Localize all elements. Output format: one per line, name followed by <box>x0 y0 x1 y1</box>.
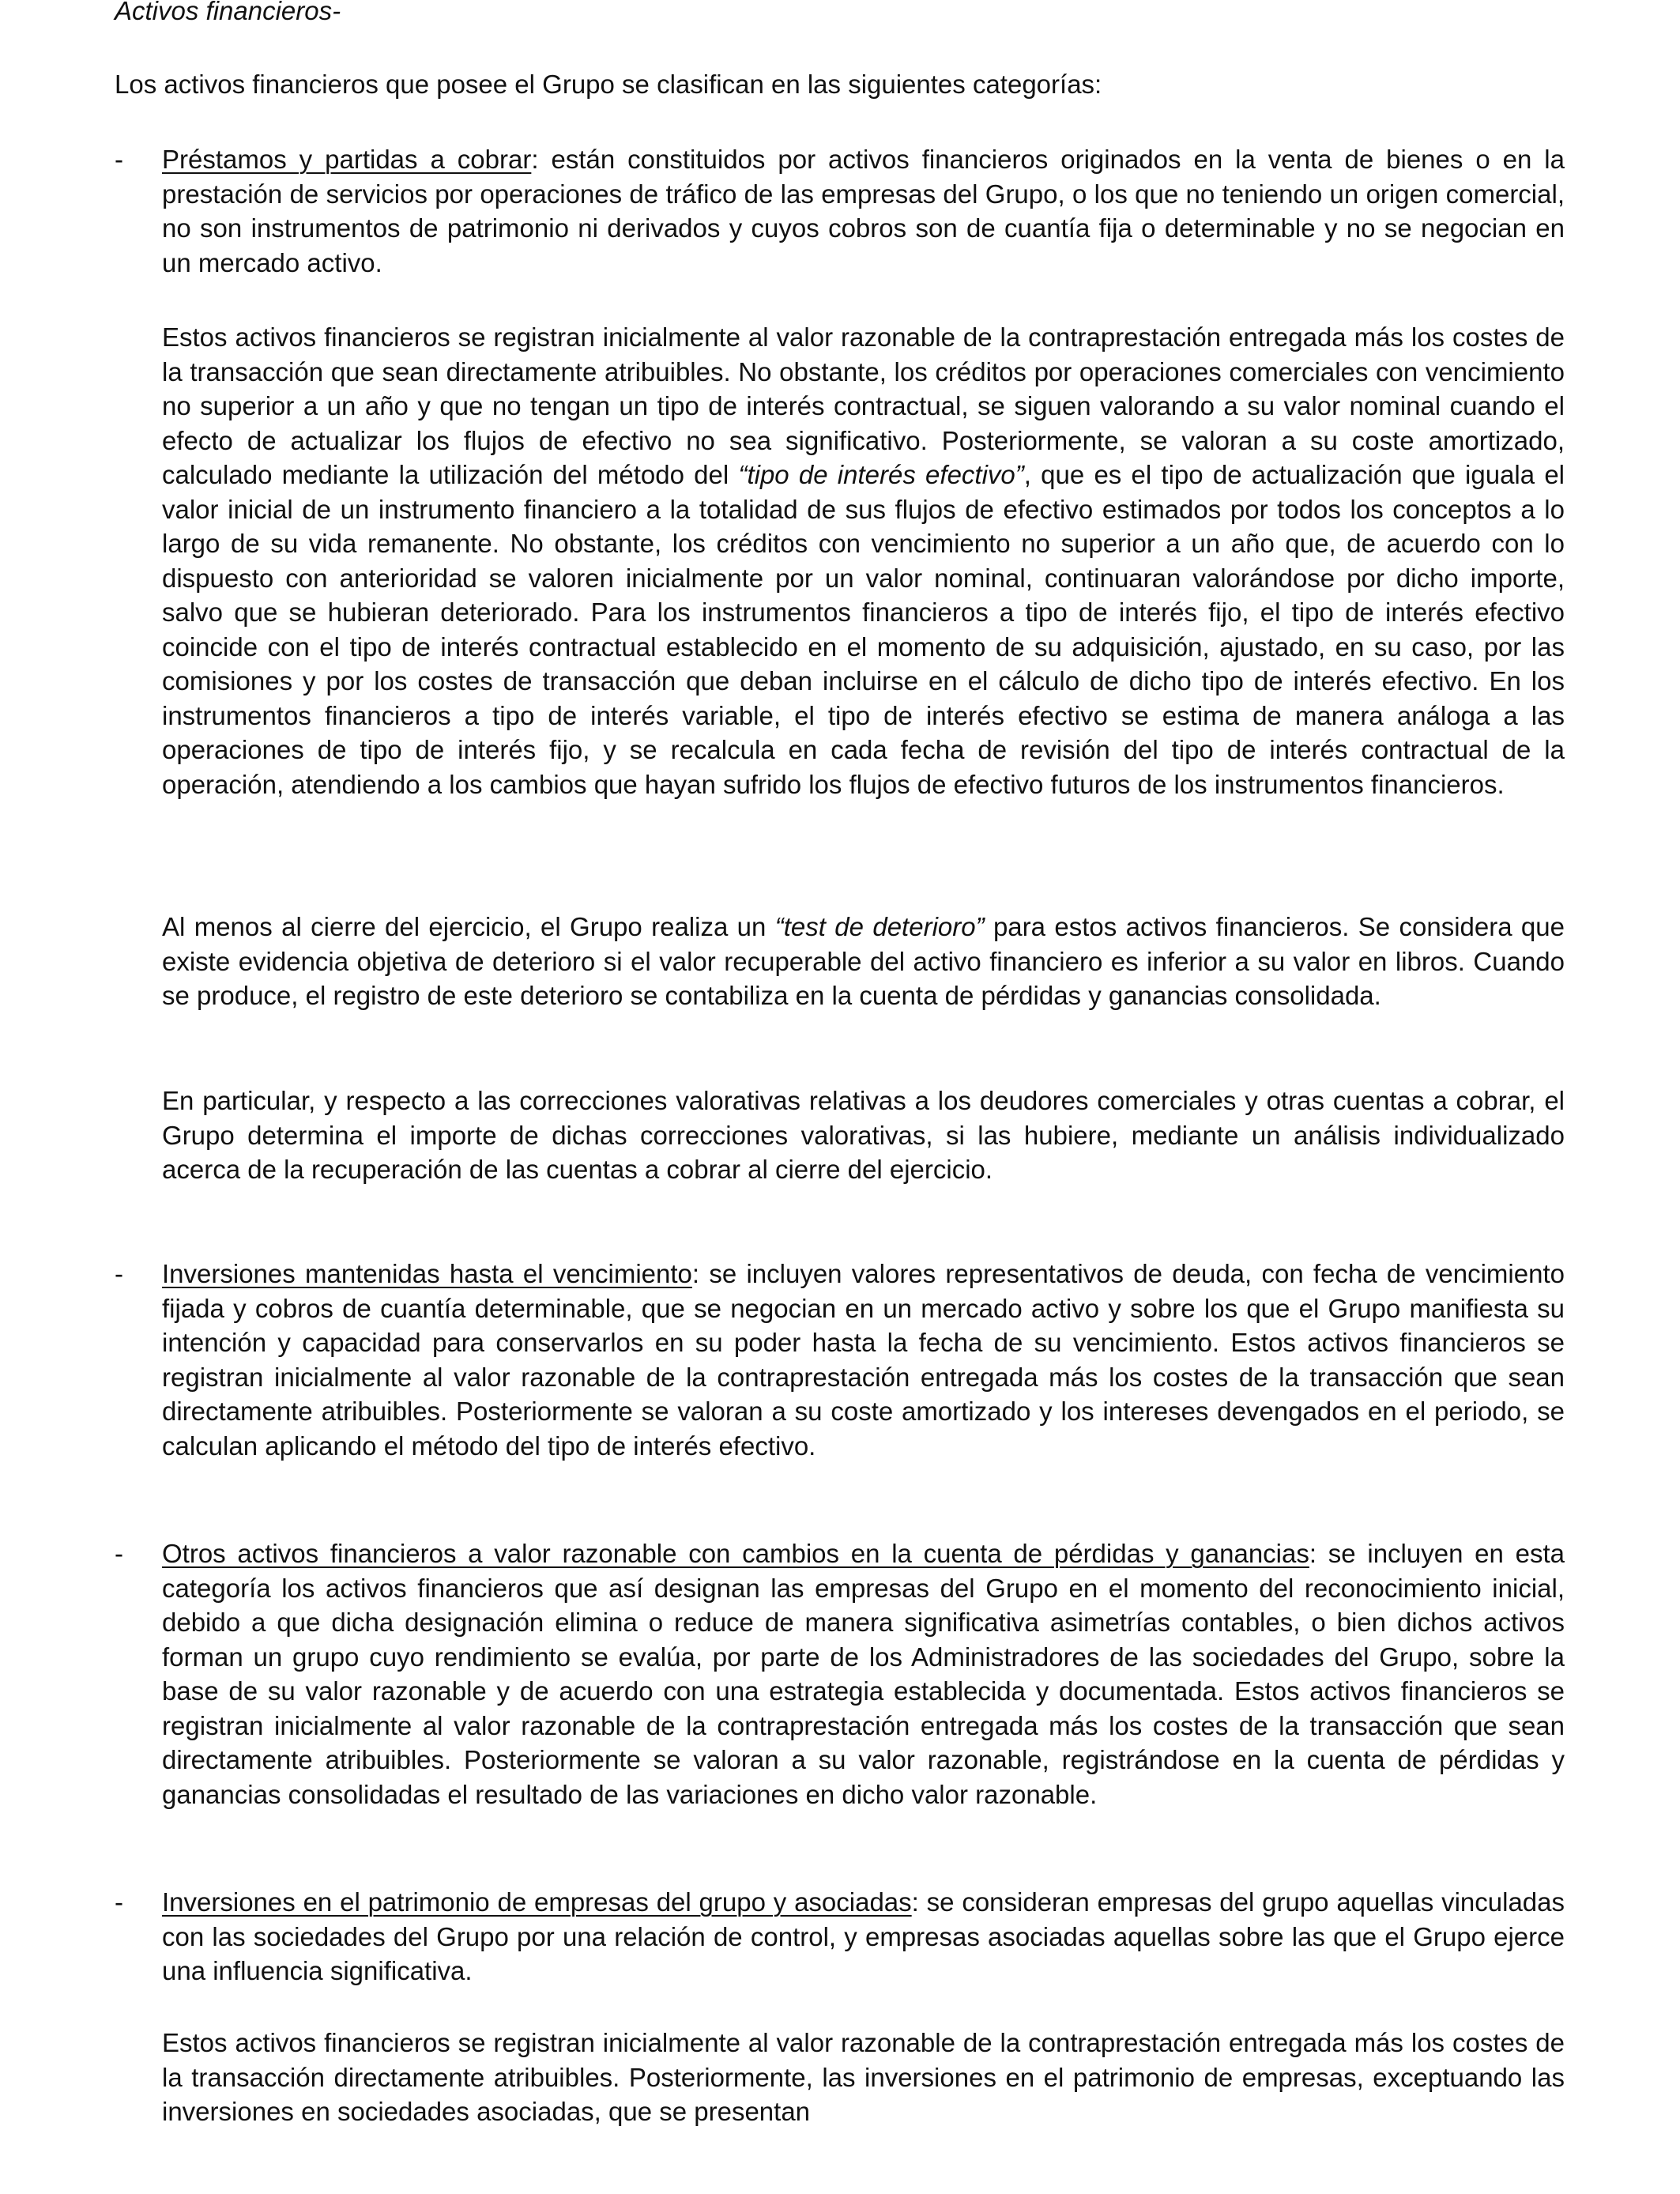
cat1-paragraph-3 <box>162 910 1565 1013</box>
bullet-dash: - <box>115 1259 123 1288</box>
section-title: Activos financieros- <box>115 0 341 25</box>
cat3-paragraph <box>162 1536 1565 1811</box>
cat4-lead: : se consideran empresas del grupo aquellas vinculadas con las sociedades del Grupo por una relación de control, y empresas asociadas aquellas sobre las que el Grupo ejerce una influencia significativa. <box>162 1887 1565 1985</box>
cat1-p2-emphasis: “tipo de interés efectivo” <box>738 460 1024 489</box>
bullet-dash: - <box>115 1887 123 1917</box>
cat2-heading: Inversiones mantenidas hasta el vencimiento <box>162 1259 692 1288</box>
cat1-lead: : están constituidos por activos financieros originados en la venta de bienes o en la prestación de servicios por operaciones de tráfico de las empresas del Grupo, o los que no teniendo un origen comercial, no son instrumentos de patrimonio ni derivados y cuyos cobros son de cuantía fija o determinable y no se negocian en un mercado activo. <box>162 145 1565 277</box>
cat1-heading: Préstamos y partidas a cobrar <box>162 145 532 174</box>
bullet-dash: - <box>115 145 123 174</box>
cat1-paragraph <box>162 142 1565 280</box>
intro-paragraph: Los activos financieros que posee el Grupo se clasifican en las siguientes categorías: <box>115 70 1102 99</box>
bullet-dash: - <box>115 1539 123 1568</box>
cat1-paragraph-2 <box>162 320 1565 801</box>
cat3-lead: : se incluyen en esta categoría los activos financieros que así designan las empresas del Grupo en el momento del reconocimiento inicial, debido a que dicha designación elimina o reduce de manera significativa asimetrías contables, o bien dichos activos forman un grupo cuyo rendimiento se evalúa, por parte de los Administradores de las sociedades del Grupo, sobre la base de su valor razonable y de acuerdo con una estrategia establecida y documentada. Estos activos financieros se registran inicialmente al valor razonable de la contraprestación entregada más los costes de la transacción que sean directamente atribuibles. Posteriormente se valoran a su valor razonable, registrándose en la cuenta de pérdidas y ganancias consolidadas el resultado de las variaciones en dicho valor razonable. <box>162 1539 1565 1809</box>
cat1-p3-text-b: para estos activos financieros. Se considera que existe evidencia objetiva de deterioro si el valor recuperable del activo financiero es inferior a su valor en libros. Cuando se produce, el registro de este deterioro se contabiliza en la cuenta de pérdidas y ganancias consolidada. <box>162 912 1565 1010</box>
cat2-paragraph <box>162 1257 1565 1463</box>
cat4-paragraph <box>162 1885 1565 1989</box>
cat4-paragraph-2: Estos activos financieros se registran inicialmente al valor razonable de la contraprestación entregada más los costes de la transacción directamente atribuibles. Posteriormente, las inversiones en el patrimonio de empresas, exceptuando las inversiones en sociedades asociadas, que se presentan <box>162 2028 1565 2126</box>
cat1-p3-text-a: Al menos al cierre del ejercicio, el Grupo realiza un <box>162 912 775 941</box>
cat2-lead: : se incluyen valores representativos de deuda, con fecha de vencimiento fijada y cobros de cuantía determinable, que se negocian en un mercado activo y sobre los que el Grupo manifiesta su intención y capacidad para conservarlos en su poder hasta la fecha de su vencimiento. Estos activos financieros se registran inicialmente al valor razonable de la contraprestación entregada más los costes de la transacción que sean directamente atribuibles. Posteriormente se valoran a su coste amortizado y los intereses devengados en el periodo, se calculan aplicando el método del tipo de interés efectivo. <box>162 1259 1565 1461</box>
cat1-p2-text-b: , que es el tipo de actualización que iguala el valor inicial de un instrumento financiero a la totalidad de sus flujos de efectivo estimados por todos los conceptos a lo largo de su vida remanente. No obstante, los créditos con vencimiento no superior a un año que, de acuerdo con lo dispuesto con anterioridad se valoren inicialmente por un valor nominal, continuaran valorándose por dicho importe, salvo que se hubieran deteriorado. Para los instrumentos financieros a tipo de interés fijo, el tipo de interés efectivo coincide con el tipo de interés contractual establecido en el momento de su adquisición, ajustado, en su caso, por las comisiones y por los costes de transacción que deban incluirse en el cálculo de dicho tipo de interés efectivo. En los instrumentos financieros a tipo de interés variable, el tipo de interés efectivo se estima de manera análoga a las operaciones de tipo de interés fijo, y se recalcula en cada fecha de revisión del tipo de interés contractual de la operación, atendiendo a los cambios que hayan sufrido los flujos de efectivo futuros de los instrumentos financieros. <box>162 460 1565 799</box>
cat3-heading: Otros activos financieros a valor razonable con cambios en la cuenta de pérdidas y ganancias <box>162 1539 1309 1568</box>
cat4-heading: Inversiones en el patrimonio de empresas del grupo y asociadas <box>162 1887 912 1917</box>
cat1-p2-text-a: Estos activos financieros se registran inicialmente al valor razonable de la contraprestación entregada más los costes de la transacción que sean directamente atribuibles. No obstante, los créditos por operaciones comerciales con vencimiento no superior a un año y que no tengan un tipo de interés contractual, se siguen valorando a su valor nominal cuando el efecto de actualizar los flujos de efectivo no sea significativo. Posteriormente, se valoran a su coste amortizado, calculado mediante la utilización del método del <box>162 322 1565 489</box>
cat1-paragraph-4: En particular, y respecto a las correcciones valorativas relativas a los deudores comerciales y otras cuentas a cobrar, el Grupo determina el importe de dichas correcciones valorativas, si las hubiere, mediante un análisis individualizado acerca de la recuperación de las cuentas a cobrar al cierre del ejercicio. <box>162 1086 1565 1184</box>
cat1-p3-emphasis: “test de deterioro” <box>774 912 985 941</box>
